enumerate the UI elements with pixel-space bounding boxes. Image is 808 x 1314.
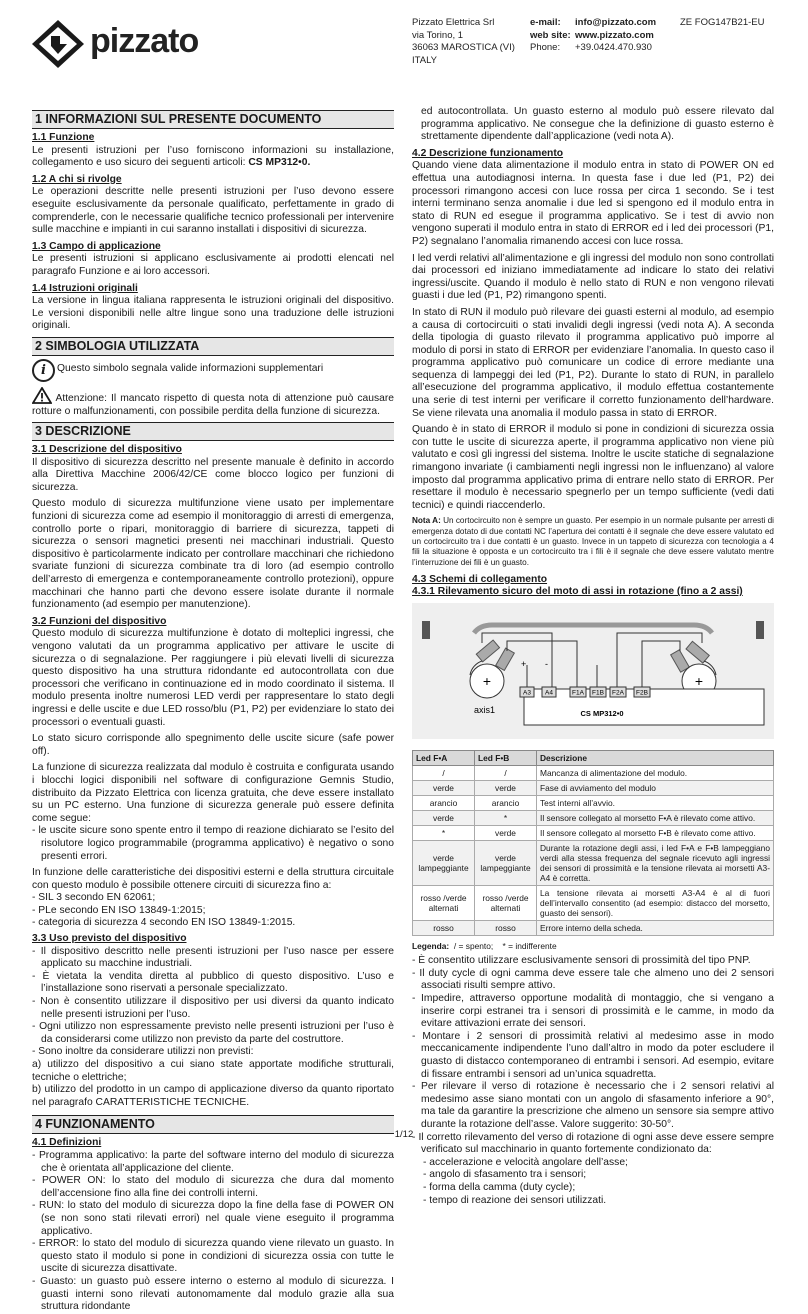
warning-text: Attenzione: Il mancato rispetto di questa nota di attenzione può causare rotture o malfunzionamenti, con possibile perdita della funzione di sicurezza. bbox=[32, 392, 394, 417]
terminal-label: F1B bbox=[592, 689, 604, 697]
table-row: arancio arancio Test interni all’avvio. bbox=[413, 795, 774, 810]
table-row: * verde Il sensore collegato al morsetto F•B è rilevato come attivo. bbox=[413, 825, 774, 840]
table-header: Descrizione bbox=[537, 750, 774, 765]
list-item: - Sono inoltre da considerare utilizzi non previsti: bbox=[32, 1046, 254, 1058]
table-row: rosso rosso Errore interno della scheda. bbox=[413, 920, 774, 935]
list-item: - ERROR: lo stato del modulo di sicurezza quando viene rilevato un guasto. In questo stato il modulo si pone in condizioni di sicurezza ossia con tutte le uscite di sicurezza disattivate. bbox=[32, 1238, 394, 1275]
email-link[interactable]: info@pizzato.com bbox=[575, 17, 657, 28]
list-item: b) utilizzo del prodotto in un campo di applicazione diverso da quanto riportato nel paragrafo CARATTERISTICHE TECNICHE. bbox=[32, 1084, 394, 1108]
company-address bbox=[412, 17, 515, 67]
list-item: - categoria di sicurezza 4 secondo EN ISO 13849-1:2015. bbox=[32, 917, 296, 929]
email-label: e-mail: bbox=[530, 17, 561, 28]
plus-label: + bbox=[521, 659, 527, 670]
subsection-title: 1.2 A chi si rivolge bbox=[32, 173, 122, 185]
list-item: - Il corretto rilevamento del verso di rotazione di ogni asse deve essere sempre verificato sul macchinario in quanto fortemente condizionato da: bbox=[412, 1131, 774, 1156]
list-item: - PLe secondo EN ISO 13849-1:2015; bbox=[32, 904, 206, 916]
subsection-title: 1.1 Funzione bbox=[32, 132, 95, 143]
paragraph: I led verdi relativi all’alimentazione e gli ingressi del modulo non sono controllati dai processori ed iniziano immediatamente ad indicare lo stato dei relativi ingressi/uscite. Quando il modulo è nello stato di RUN e non vengono rilevati guasti i due led (P1, P2) rimangono spenti. bbox=[412, 252, 774, 302]
subsection-title: 3.3 Uso previsto del dispositivo bbox=[32, 933, 187, 945]
paragraph: ed autocontrollata. Un guasto esterno al modulo può essere rilevato dal programma applicativo. Ne consegue che la definizione di guasto esterno è strettamente dipendente dall’applicazione (vedi nota A). bbox=[421, 106, 774, 143]
phone-number: +39.0424.470.930 bbox=[575, 42, 652, 53]
terminal-label: F2A bbox=[612, 689, 624, 697]
paragraph: In funzione delle caratteristiche dei dispositivi esterni e della struttura circuitale con questo modulo è possibile ottenere circuiti di sicurezza fino a: bbox=[32, 867, 394, 891]
contact-labels bbox=[530, 17, 571, 55]
paragraph: La funzione di sicurezza realizzata dal modulo è costruita e configurata usando i blocchi logici disponibili nel software di configurazione Gemnis Studio, distribuito da Pizzato Elettrica con licenza gratuita, che deve essere installato su un PC esterno. Una funzione di sicurezza generale può essere definita come segue: bbox=[32, 762, 394, 824]
list-item: - Programma applicativo: la parte del software interno del modulo di sicurezza che è orientata all’applicazione del cliente. bbox=[32, 1149, 394, 1174]
doc-code: ZE FOG147B21-EU bbox=[680, 17, 765, 28]
brand-name: pizzato bbox=[90, 22, 199, 60]
list-item: - È vietata la vendita diretta al pubblico di questo dispositivo. L’uso e l’installazione sono riservati a personale specializzato. bbox=[32, 970, 394, 995]
list-item: - Ogni utilizzo non espressamente previsto nelle presenti istruzioni per l’uso è da considerarsi come utilizzo non previsto da parte del costruttore. bbox=[32, 1021, 394, 1045]
table-header: Led F•A bbox=[413, 750, 475, 765]
terminal-label: A3 bbox=[523, 689, 531, 697]
paragraph: Questo modulo di sicurezza multifunzione è dotato di molteplici ingressi, che vengono valutati da un programma applicativo per attivare le uscite di sicurezza o di segnalazione. Per raggiungere i più elevati livelli di sicurezza questo dispositivo ha una struttura ridondante ed autocontrollata con due processori che verificano in continuazione ed in modo coordinato il sistema. Il modulo presenta inoltre numerosi LED verdi per rappresentare lo stato degli ingressi e delle uscite e due LED rosso/blu (P1, P2) per evidenziare lo stato dei processori o eventuali guasti. bbox=[32, 628, 394, 728]
table-row: rosso /verde alternati rosso /verde alternati La tensione rilevata ai morsetti A3-A4 è al di fuori dell’intervallo consentito (ad esempio: distacco del morsetto, guasto dei sensori). bbox=[413, 885, 774, 920]
list-item: - forma della camma (duty cycle); bbox=[423, 1181, 576, 1193]
paragraph: Le presenti istruzioni per l’uso forniscono informazioni su installazione, collegamento e uso sicuro dei seguenti articoli: CS MP312•0. bbox=[32, 144, 394, 169]
company-name: Pizzato Elettrica Srl bbox=[412, 17, 495, 28]
paragraph: Quando è in stato di ERROR il modulo si pone in condizioni di sicurezza ossia con tutte le uscite di sicurezza aperte, il programma applicativo non viene più valutato e così gli ingressi del sistema. Inoltre le uscite statiche di segnalazione rimangono invariate (i cambiamenti negli ingressi non le influenzano) al valore imposto dal programma applicativo prima di entrare nello stato di ERROR. Per resettare il modulo è necessario spegnerlo per un tempo sufficiente (vedi dati tecnici) e quindi riaccenderlo. bbox=[412, 424, 774, 511]
pizzato-logo-icon bbox=[30, 18, 86, 70]
paragraph: Quando viene data alimentazione il modulo entra in stato di POWER ON ed effettua una autodiagnosi interna. In questa fase i due led (P1, P2) dei processori rimangono accesi con luce rossa per circa 1 secondo. Se i test interni terminano senza anomalie i due led si spengono ed il modulo entra in stato di RUN ed esegue il programma applicativo. Se i test di avvio non vengono superati il modulo entra in stato di ERROR ed i led dei processori (P1, P2) segnalano l’anomalia rimanendo accesi con luce rossa. bbox=[412, 160, 774, 247]
list-item: - Il duty cycle di ogni camma deve essere tale che almeno uno dei 2 sensori associati risulti sempre attivo. bbox=[412, 967, 774, 992]
section-title: 4 FUNZIONAMENTO bbox=[32, 1115, 394, 1134]
web-label: web site: bbox=[530, 29, 571, 41]
subsection-title: 1.4 Istruzioni originali bbox=[32, 282, 138, 294]
address-line: ITALY bbox=[412, 54, 437, 66]
contact-values bbox=[575, 17, 656, 55]
section-title: 1 INFORMAZIONI SUL PRESENTE DOCUMENTO bbox=[32, 110, 394, 129]
subsection-title: 4.2 Descrizione funzionamento bbox=[412, 147, 564, 159]
table-legend: Legenda: / = spento; * = indifferente bbox=[412, 940, 557, 951]
list-item: - le uscite sicure sono spente entro il tempo di reazione dichiarato se l’esito del risolutore logico programmabile (programma applicativo) è negativo o sono presenti errori. bbox=[32, 825, 394, 862]
section-title: 3 DESCRIZIONE bbox=[32, 422, 394, 441]
subsection-title: 4.3 Schemi di collegamento bbox=[412, 573, 548, 585]
company-logo bbox=[30, 18, 210, 70]
note-a: Nota A: Un cortocircuito non è sempre un guasto. Per esempio in un normale pulsante per arresti di emergenza dotato di due contatti NC l’apertura dei contatti è il segnale che deve essere valutato ed un cortocircuito tra i due contatti è un guasto. Invece in un tappeto di sicurezza con tecnologia a 4 fili la situazione è opposta e un cortocircuito tra i fili è il segnale che deve essere valutato mentre l’interruzione dei fili è un guasto. bbox=[412, 516, 774, 567]
paragraph: Questo modulo di sicurezza multifunzione viene usato per implementare funzioni di sicurezza come ad esempio il monitoraggio di arresti di emergenza, controllo porte o ripari, monitoraggio di barriere di sicurezza, tappeti di sicurezza o sensori magnetici presenti nei macchinari industriali. Questo dispositivo è particolarmente indicato per controllare macchinari che richiedono svariate funzioni di sicurezza combinate tra di loro (ad esempio controllo dell’arresto di emergenza e contemporaneamente controllo protezioni), oppure macchinari che hanno parti che devono essere isolate durante il normale funzionamento (ad esempio per manutenzione). bbox=[32, 498, 394, 611]
address-line: via Torino, 1 bbox=[412, 29, 464, 41]
sensor-icon bbox=[422, 621, 430, 639]
terminal-label: F1A bbox=[572, 689, 584, 697]
list-item: - Guasto: un guasto può essere interno o esterno al modulo di sicurezza. I guasti interni sono rilevati autonomamente dal modulo grazie alla sua struttura ridondante bbox=[32, 1275, 394, 1313]
list-item: - Il dispositivo descritto nelle presenti istruzioni per l’uso nasce per essere applicato su macchine industriali. bbox=[32, 945, 394, 970]
info-text: Questo simbolo segnala valide informazioni supplementari bbox=[57, 362, 324, 374]
list-item: - SIL 3 secondo EN 62061; bbox=[32, 892, 156, 904]
list-item: - Non è consentito utilizzare il dispositivo per usi diversi da quanto indicato nelle presenti istruzioni per l’uso. bbox=[32, 996, 394, 1020]
phone-label: Phone: bbox=[530, 42, 561, 53]
subsection-title: 3.2 Funzioni del dispositivo bbox=[32, 615, 167, 627]
website-link[interactable]: www.pizzato.com bbox=[575, 29, 654, 41]
warning-row bbox=[32, 387, 394, 418]
warning-icon bbox=[32, 387, 52, 404]
paragraph: Le presenti istruzioni si applicano esclusivamente ai prodotti elencati nel paragrafo Funzione e ai loro accessori. bbox=[32, 253, 394, 277]
list-item: - Impedire, attraverso opportune modalità di montaggio, che si vengano a inserire corpi estranei tra i sensori di prossimità e le camme, in modo da evitare attivazioni errate dei sensori. bbox=[412, 993, 774, 1030]
note-label: Nota A: bbox=[412, 516, 441, 526]
table-row: verde lampeggiante verde lampeggiante Durante la rotazione degli assi, i led F•A e F•B lampeggiano verdi alla stessa frequenza del segnale ricevuto agli ingressi dei sensori di prossimità e la tensione rilevata ai morsetti A3-A4 è corretta. bbox=[413, 840, 774, 885]
list-item: - È consentito utilizzare esclusivamente sensori di prossimità del tipo PNP. bbox=[412, 955, 751, 967]
paragraph: La versione in lingua italiana rappresenta le istruzioni originali del dispositivo. Le versioni disponibili nelle altre lingue sono una traduzione delle istruzioni originali. bbox=[32, 295, 394, 332]
table-row: verde verde Fase di avviamento del modulo bbox=[413, 780, 774, 795]
svg-text:+: + bbox=[694, 673, 704, 690]
address-line: 36063 MAROSTICA (VI) bbox=[412, 42, 515, 53]
sensor-icon bbox=[756, 621, 764, 639]
axis-1-label: axis1 bbox=[474, 705, 496, 716]
table-row: verde * Il sensore collegato al morsetto F•A è rilevato come attivo. bbox=[413, 810, 774, 825]
info-icon: i bbox=[32, 359, 55, 382]
paragraph: Lo stato sicuro corrisponde allo spegnimento delle uscite sicure (safe power off). bbox=[32, 733, 394, 757]
right-column bbox=[412, 106, 774, 1207]
subsection-title: 4.3.1 Rilevamento sicuro del moto di assi in rotazione (fino a 2 assi) bbox=[412, 586, 743, 598]
info-symbol-row bbox=[32, 359, 394, 382]
table-row: / / Mancanza di alimentazione del modulo. bbox=[413, 765, 774, 780]
subsection-title: 1.3 Campo di applicazione bbox=[32, 240, 161, 252]
list-item: - RUN: lo stato del modulo di sicurezza dopo la fine della fase di POWER ON (se non sono stati rilevati errori) nel quale viene eseguito il programma applicativo. bbox=[32, 1200, 394, 1237]
list-item: - tempo di reazione dei sensori utilizzati. bbox=[423, 1194, 607, 1206]
list-item: - accelerazione e velocità angolare dell’asse; bbox=[423, 1156, 628, 1168]
list-item: a) utilizzo del dispositivo a cui siano state apportate modifiche strutturali, tecniche o elettriche; bbox=[32, 1059, 394, 1083]
minus-label: - bbox=[545, 659, 548, 670]
led-status-table bbox=[412, 750, 774, 936]
product-code: CS MP312•0. bbox=[248, 157, 311, 169]
list-item: - Montare i 2 sensori di prossimità relativi al medesimo asse in modo meccanicamente indipendente l’uno dall’altro in modo da poter escludere il guasto di distacco contemporaneo di entrambi i sensori. Ad esempio, evitare di fissare entrambi i sensori ad un’unica squadretta. bbox=[412, 1030, 774, 1080]
svg-text:+: + bbox=[482, 673, 492, 690]
subsection-title: 4.1 Definizioni bbox=[32, 1137, 102, 1149]
table-header: Led F•B bbox=[475, 750, 537, 765]
paragraph: In stato di RUN il modulo può rilevare dei guasti esterni al modulo, ad esempio a causa di cortocircuiti o stati invalidi degli ingressi (vedi nota A). A seconda della tipologia di guasto rilevato il programma applicativo può imporre al modulo di porsi in stato di ERROR per evidenziare l’anomalia. In questo caso il programma applicativo può comunicare un codice di errore mediante una sequenza di lampeggi dei led (P1, P2). Durante lo stato di RUN, in parallelo all’esecuzione del programma applicativo, il modulo effettua costantemente una serie di test interni per verificare il corretto funzionamento dell’hardware. Se viene rilevata una anomalia il modulo passa in stato di ERROR. bbox=[412, 306, 774, 419]
terminal-label: A4 bbox=[545, 689, 553, 697]
list-item: - angolo di sfasamento tra i sensori; bbox=[423, 1169, 587, 1181]
page-number: 1/12 bbox=[394, 1129, 414, 1140]
subsection-title: 3.1 Descrizione del dispositivo bbox=[32, 444, 182, 456]
paragraph: Il dispositivo di sicurezza descritto nel presente manuale è definito in accordo alla Direttiva Macchine 2006/42/CE come blocco logico per funzioni di sicurezza. bbox=[32, 456, 394, 493]
terminal-label: F2B bbox=[636, 689, 648, 697]
paragraph: Le operazioni descritte nelle presenti istruzioni per l’uso devono essere eseguite esclusivamente da personale qualificato, perfettamente in grado di comprenderle, con le necessarie qualifiche tecnico professionali per intervenire sulle macchine e impianti in cui saranno installati i dispositivi di sicurezza. bbox=[32, 186, 394, 236]
wiring-diagram bbox=[412, 603, 774, 739]
list-item: - POWER ON: lo stato del modulo di sicurezza che dura dal momento dell’accensione fino alla fine dei controlli interni. bbox=[32, 1175, 394, 1199]
list-item: - Per rilevare il verso di rotazione è necessario che i 2 sensori relativi al medesimo asse siano montati con un angolo di sfasamento inferiore a 90°, ma tale da garantire la prescrizione che almeno un sensore sia sempre attivo durante la rotazione dell’asse. Valore suggerito: 30-50°. bbox=[412, 1081, 774, 1130]
section-title: 2 SIMBOLOGIA UTILIZZATA bbox=[32, 337, 394, 356]
module-label: CS MP312•0 bbox=[580, 709, 624, 719]
